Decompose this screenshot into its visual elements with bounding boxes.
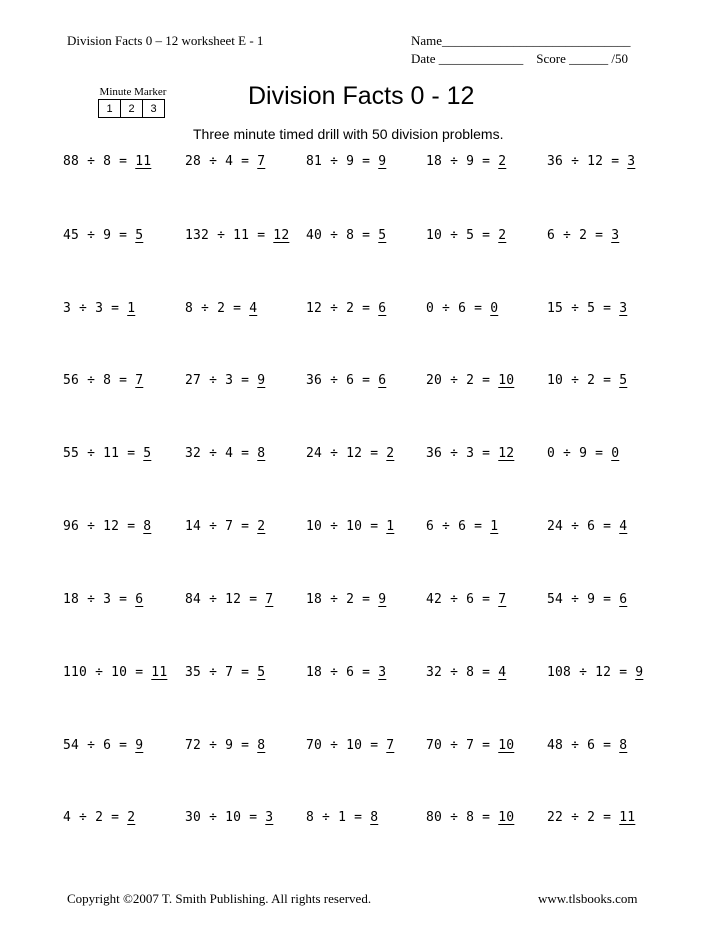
problem-answer: 7 (257, 154, 266, 169)
problem-question: 8 ÷ 1 = (306, 810, 371, 825)
problem-answer: 0 (490, 301, 499, 316)
problem-40 (547, 665, 643, 680)
problem-question: 48 ÷ 6 = (547, 738, 620, 753)
problem-answer: 0 (611, 446, 620, 461)
problem-answer: 10 (498, 738, 515, 753)
problem-question: 56 ÷ 8 = (63, 373, 136, 388)
problem-2 (185, 154, 265, 169)
problem-question: 81 ÷ 9 = (306, 154, 379, 169)
problem-answer: 3 (611, 228, 620, 243)
problem-question: 54 ÷ 6 = (63, 738, 136, 753)
problem-24 (426, 446, 514, 461)
problem-question: 20 ÷ 2 = (426, 373, 499, 388)
problem-17 (185, 373, 265, 388)
problem-41 (63, 738, 143, 753)
problem-37 (185, 665, 265, 680)
problem-10 (547, 228, 619, 243)
problem-question: 6 ÷ 2 = (547, 228, 612, 243)
problem-answer: 5 (143, 446, 152, 461)
problem-31 (63, 592, 143, 607)
problem-question: 40 ÷ 8 = (306, 228, 379, 243)
problem-question: 32 ÷ 8 = (426, 665, 499, 680)
problem-question: 70 ÷ 7 = (426, 738, 499, 753)
problem-answer: 5 (619, 373, 628, 388)
problem-question: 24 ÷ 6 = (547, 519, 620, 534)
problem-answer: 5 (378, 228, 387, 243)
problem-question: 84 ÷ 12 = (185, 592, 266, 607)
problem-answer: 10 (498, 810, 515, 825)
problem-48 (306, 810, 378, 825)
problem-question: 22 ÷ 2 = (547, 810, 620, 825)
problem-3 (306, 154, 386, 169)
problem-9 (426, 228, 506, 243)
problem-question: 88 ÷ 8 = (63, 154, 136, 169)
minute-marker-label: Minute Marker (99, 86, 167, 98)
problem-question: 10 ÷ 10 = (306, 519, 387, 534)
problem-question: 27 ÷ 3 = (185, 373, 258, 388)
problem-question: 8 ÷ 2 = (185, 301, 250, 316)
problem-answer: 2 (257, 519, 266, 534)
problem-answer: 3 (378, 665, 387, 680)
problem-16 (63, 373, 143, 388)
problem-question: 12 ÷ 2 = (306, 301, 379, 316)
problem-question: 70 ÷ 10 = (306, 738, 387, 753)
problem-34 (426, 592, 506, 607)
problem-question: 30 ÷ 10 = (185, 810, 266, 825)
problem-question: 14 ÷ 7 = (185, 519, 258, 534)
problem-answer: 2 (386, 446, 395, 461)
website-url: www.tlsbooks.com (538, 891, 638, 906)
problem-question: 54 ÷ 9 = (547, 592, 620, 607)
problem-answer: 4 (619, 519, 628, 534)
problem-18 (306, 373, 386, 388)
problem-20 (547, 373, 627, 388)
problem-answer: 6 (378, 301, 387, 316)
problem-30 (547, 519, 627, 534)
problem-49 (426, 810, 514, 825)
problem-answer: 7 (386, 738, 395, 753)
problem-answer: 8 (619, 738, 628, 753)
problem-question: 132 ÷ 11 = (185, 228, 274, 243)
problem-question: 80 ÷ 8 = (426, 810, 499, 825)
problem-answer: 3 (627, 154, 636, 169)
name-field: Name_____________________________ (411, 33, 631, 48)
problem-answer: 6 (135, 592, 144, 607)
problem-question: 24 ÷ 12 = (306, 446, 387, 461)
problem-answer: 12 (498, 446, 515, 461)
problem-question: 10 ÷ 2 = (547, 373, 620, 388)
problem-answer: 7 (265, 592, 274, 607)
problem-answer: 9 (378, 592, 387, 607)
problem-question: 36 ÷ 6 = (306, 373, 379, 388)
problem-21 (63, 446, 151, 461)
problem-question: 18 ÷ 2 = (306, 592, 379, 607)
problem-4 (426, 154, 506, 169)
problem-11 (63, 301, 135, 316)
problem-answer: 8 (257, 738, 266, 753)
problem-answer: 9 (635, 665, 644, 680)
problem-25 (547, 446, 619, 461)
problem-question: 3 ÷ 3 = (63, 301, 128, 316)
problem-answer: 9 (378, 154, 387, 169)
problem-43 (306, 738, 394, 753)
problem-47 (185, 810, 273, 825)
problem-1 (63, 154, 151, 169)
problem-39 (426, 665, 506, 680)
problem-answer: 4 (498, 665, 507, 680)
problem-23 (306, 446, 394, 461)
problem-question: 36 ÷ 3 = (426, 446, 499, 461)
problem-15 (547, 301, 627, 316)
problem-question: 0 ÷ 9 = (547, 446, 612, 461)
problem-answer: 2 (127, 810, 136, 825)
problem-question: 35 ÷ 7 = (185, 665, 258, 680)
problem-question: 18 ÷ 3 = (63, 592, 136, 607)
problem-answer: 8 (257, 446, 266, 461)
problem-question: 15 ÷ 5 = (547, 301, 620, 316)
minute-box-3: 3 (143, 99, 165, 118)
problem-answer: 12 (273, 228, 290, 243)
problem-answer: 8 (143, 519, 152, 534)
problem-question: 0 ÷ 6 = (426, 301, 491, 316)
problem-question: 96 ÷ 12 = (63, 519, 144, 534)
problem-22 (185, 446, 265, 461)
problem-38 (306, 665, 386, 680)
minute-box-2: 2 (121, 99, 143, 118)
problem-45 (547, 738, 627, 753)
problem-answer: 1 (490, 519, 499, 534)
problem-29 (426, 519, 498, 534)
problem-14 (426, 301, 498, 316)
problem-question: 110 ÷ 10 = (63, 665, 152, 680)
problem-question: 42 ÷ 6 = (426, 592, 499, 607)
problem-question: 18 ÷ 6 = (306, 665, 379, 680)
problem-12 (185, 301, 257, 316)
problem-19 (426, 373, 514, 388)
page-title: Division Facts 0 - 12 (248, 82, 475, 110)
problem-answer: 9 (257, 373, 266, 388)
problem-answer: 2 (498, 228, 507, 243)
problem-answer: 9 (135, 738, 144, 753)
problem-28 (306, 519, 394, 534)
problem-question: 10 ÷ 5 = (426, 228, 499, 243)
problem-question: 55 ÷ 11 = (63, 446, 144, 461)
problem-33 (306, 592, 386, 607)
problem-answer: 10 (498, 373, 515, 388)
problem-8 (306, 228, 386, 243)
problem-answer: 7 (135, 373, 144, 388)
problem-answer: 2 (498, 154, 507, 169)
problem-answer: 3 (265, 810, 274, 825)
problem-7 (185, 228, 289, 243)
problem-46 (63, 810, 135, 825)
problem-answer: 11 (619, 810, 636, 825)
problem-question: 108 ÷ 12 = (547, 665, 636, 680)
problem-44 (426, 738, 514, 753)
problem-question: 18 ÷ 9 = (426, 154, 499, 169)
problem-answer: 1 (127, 301, 136, 316)
problem-35 (547, 592, 627, 607)
problem-question: 45 ÷ 9 = (63, 228, 136, 243)
problem-question: 36 ÷ 12 = (547, 154, 628, 169)
problem-question: 28 ÷ 4 = (185, 154, 258, 169)
minute-box-1: 1 (98, 99, 121, 118)
problem-answer: 6 (378, 373, 387, 388)
problem-36 (63, 665, 167, 680)
problem-question: 4 ÷ 2 = (63, 810, 128, 825)
problem-27 (185, 519, 265, 534)
problem-32 (185, 592, 273, 607)
problem-answer: 11 (135, 154, 152, 169)
problem-answer: 11 (151, 665, 168, 680)
problem-answer: 3 (619, 301, 628, 316)
problem-answer: 8 (370, 810, 379, 825)
problem-answer: 1 (386, 519, 395, 534)
problem-answer: 7 (498, 592, 507, 607)
problem-50 (547, 810, 635, 825)
problem-answer: 5 (257, 665, 266, 680)
worksheet-title: Division Facts 0 – 12 worksheet E - 1 (67, 33, 264, 48)
problem-question: 6 ÷ 6 = (426, 519, 491, 534)
problem-5 (547, 154, 635, 169)
problem-question: 72 ÷ 9 = (185, 738, 258, 753)
problem-answer: 4 (249, 301, 258, 316)
problem-6 (63, 228, 143, 243)
problem-42 (185, 738, 265, 753)
problem-answer: 5 (135, 228, 144, 243)
page-subtitle: Three minute timed drill with 50 division problems. (193, 126, 504, 142)
problem-question: 32 ÷ 4 = (185, 446, 258, 461)
problem-13 (306, 301, 386, 316)
problem-26 (63, 519, 151, 534)
date-score-field: Date _____________ Score ______ /50 (411, 51, 629, 66)
copyright-notice: Copyright ©2007 T. Smith Publishing. All rights reserved. (67, 891, 372, 906)
problem-answer: 6 (619, 592, 628, 607)
